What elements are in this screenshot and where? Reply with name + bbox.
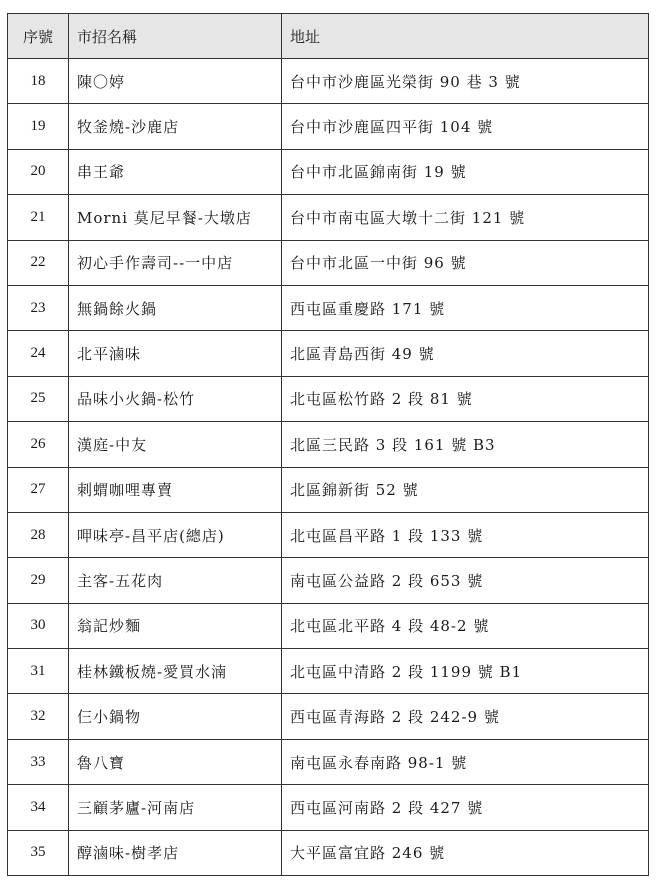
store-list-table — [7, 13, 649, 876]
address-cell: 西屯區重慶路 171 號 — [282, 285, 649, 330]
address-cell: 南屯區公益路 2 段 653 號 — [282, 558, 649, 603]
address-cell: 台中市南屯區大墩十二街 121 號 — [282, 195, 649, 240]
serial-number-cell: 30 — [8, 603, 69, 648]
table-row — [8, 603, 649, 648]
store-name-cell: 醇滷味-樹孝店 — [69, 830, 282, 875]
table-row — [8, 59, 649, 104]
address-cell: 台中市沙鹿區光榮街 90 巷 3 號 — [282, 59, 649, 104]
table-row — [8, 512, 649, 557]
serial-number-cell: 19 — [8, 104, 69, 149]
table-row — [8, 285, 649, 330]
store-name-cell: 品味小火鍋-松竹 — [69, 376, 282, 421]
serial-number-cell: 22 — [8, 240, 69, 285]
address-cell: 北區青島西街 49 號 — [282, 331, 649, 376]
store-name-cell: 魯八寶 — [69, 739, 282, 784]
store-name-cell: 仨小鍋物 — [69, 694, 282, 739]
store-name-cell: 牧釜燒-沙鹿店 — [69, 104, 282, 149]
address-cell: 台中市沙鹿區四平街 104 號 — [282, 104, 649, 149]
store-name-cell: 主客-五花肉 — [69, 558, 282, 603]
serial-number-cell: 24 — [8, 331, 69, 376]
serial-number-cell: 21 — [8, 195, 69, 240]
serial-number-cell: 20 — [8, 149, 69, 194]
table-row — [8, 649, 649, 694]
serial-number-cell: 18 — [8, 59, 69, 104]
store-name-cell: 初心手作壽司--一中店 — [69, 240, 282, 285]
serial-number-cell: 35 — [8, 830, 69, 875]
serial-number-cell: 32 — [8, 694, 69, 739]
address-cell: 北屯區松竹路 2 段 81 號 — [282, 376, 649, 421]
store-name-cell: 呷味亭-昌平店(總店) — [69, 512, 282, 557]
address-cell: 北屯區昌平路 1 段 133 號 — [282, 512, 649, 557]
header-row — [8, 14, 649, 59]
serial-number-cell: 27 — [8, 467, 69, 512]
table-row — [8, 376, 649, 421]
address-cell: 北屯區北平路 4 段 48-2 號 — [282, 603, 649, 648]
serial-number-cell: 26 — [8, 422, 69, 467]
header-address: 地址 — [282, 14, 649, 59]
store-name-cell: 桂林鐵板燒-愛買水湳 — [69, 649, 282, 694]
address-cell: 北區錦新街 52 號 — [282, 467, 649, 512]
store-name-cell: 刺蝟咖哩專賣 — [69, 467, 282, 512]
table-header — [8, 14, 649, 59]
table-row — [8, 422, 649, 467]
address-cell: 北區三民路 3 段 161 號 B3 — [282, 422, 649, 467]
address-cell: 大平區富宜路 246 號 — [282, 830, 649, 875]
table-row — [8, 694, 649, 739]
store-name-cell: 串王爺 — [69, 149, 282, 194]
address-cell: 台中市北區一中街 96 號 — [282, 240, 649, 285]
table-row — [8, 240, 649, 285]
serial-number-cell: 28 — [8, 512, 69, 557]
address-cell: 南屯區永春南路 98-1 號 — [282, 739, 649, 784]
header-serial-number: 序號 — [8, 14, 69, 59]
store-name-cell: 陳〇婷 — [69, 59, 282, 104]
header-store-name: 市招名稱 — [69, 14, 282, 59]
table-row — [8, 104, 649, 149]
serial-number-cell: 29 — [8, 558, 69, 603]
table-row — [8, 739, 649, 784]
store-name-cell: 北平滷味 — [69, 331, 282, 376]
serial-number-cell: 23 — [8, 285, 69, 330]
serial-number-cell: 34 — [8, 785, 69, 830]
table-body — [8, 59, 649, 876]
address-cell: 北屯區中清路 2 段 1199 號 B1 — [282, 649, 649, 694]
address-cell: 西屯區青海路 2 段 242-9 號 — [282, 694, 649, 739]
serial-number-cell: 31 — [8, 649, 69, 694]
table-row — [8, 558, 649, 603]
table-row — [8, 149, 649, 194]
serial-number-cell: 33 — [8, 739, 69, 784]
table-row — [8, 195, 649, 240]
store-name-cell: 無鍋餘火鍋 — [69, 285, 282, 330]
store-name-cell: 漢庭-中友 — [69, 422, 282, 467]
store-name-cell: Morni 莫尼早餐-大墩店 — [69, 195, 282, 240]
table-row — [8, 467, 649, 512]
table-row — [8, 785, 649, 830]
table-row — [8, 830, 649, 875]
address-cell: 西屯區河南路 2 段 427 號 — [282, 785, 649, 830]
serial-number-cell: 25 — [8, 376, 69, 421]
store-name-cell: 翁記炒麵 — [69, 603, 282, 648]
table-row — [8, 331, 649, 376]
store-name-cell: 三顧茅廬-河南店 — [69, 785, 282, 830]
address-cell: 台中市北區錦南街 19 號 — [282, 149, 649, 194]
